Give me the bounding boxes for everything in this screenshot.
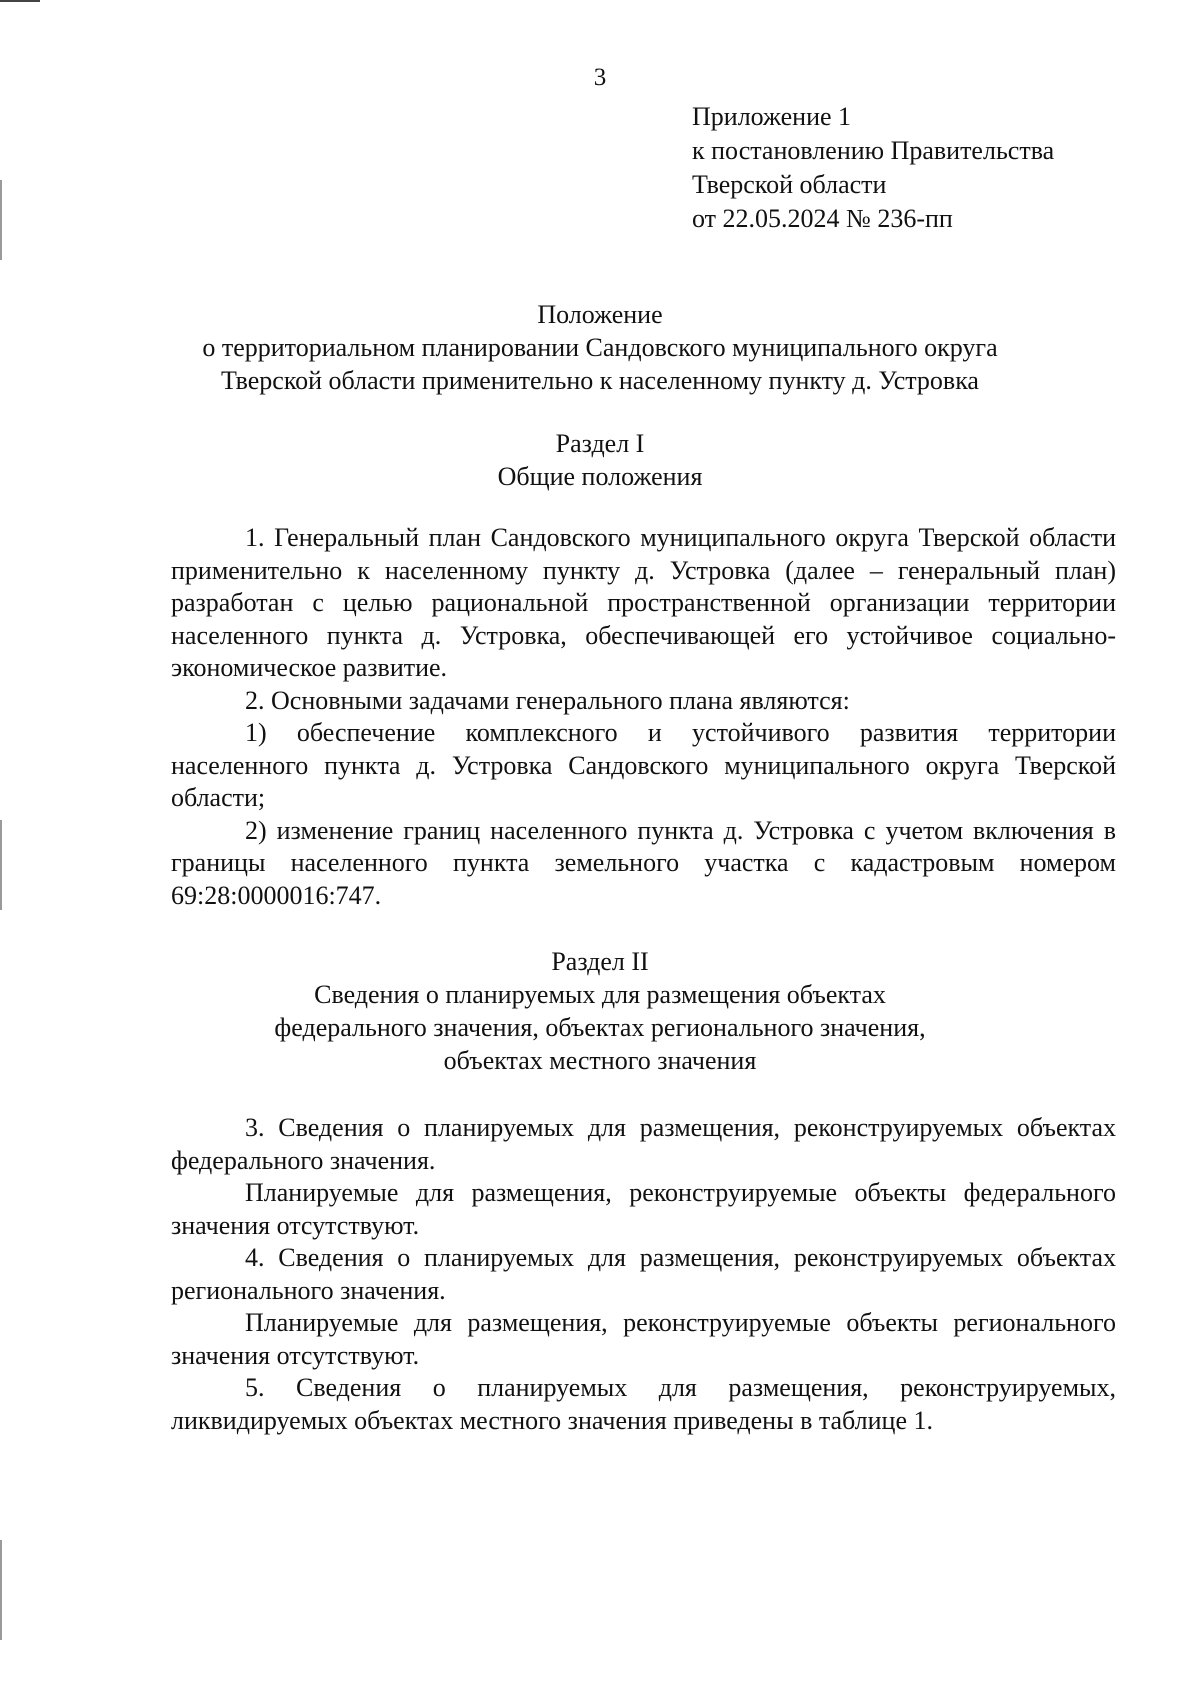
- section-number: Раздел II: [551, 947, 649, 976]
- section-title: Общие положения: [497, 462, 703, 491]
- paragraph: 5. Сведения о планируемых для размещения, реконструируемых, ликвидируемых объектах местного значения приведены в таблице 1.: [171, 1373, 1116, 1435]
- page-number: 3: [593, 64, 607, 91]
- title-line: Тверской области применительно к населенному пункту д. Устровка: [221, 366, 979, 395]
- paragraph: 3. Сведения о планируемых для размещения, реконструируемых объектах федерального значения.: [171, 1113, 1116, 1175]
- section-1-heading: [0, 427, 1200, 493]
- section-title: Сведения о планируемых для размещения объектах: [314, 980, 886, 1009]
- section-title: федерального значения, объектах регионального значения,: [274, 1013, 926, 1042]
- paragraph: Планируемые для размещения, реконструируемые объекты регионального значения отсутствуют.: [171, 1308, 1116, 1370]
- section-2-heading: [0, 945, 1200, 1077]
- scan-edge-mark: [0, 1540, 2, 1640]
- scan-corner-mark: [0, 0, 40, 2]
- title-line: о территориальном планировании Сандовского муниципального округа: [202, 333, 998, 362]
- appendix-line: Приложение 1: [692, 102, 852, 131]
- paragraph: 2. Основными задачами генерального плана являются:: [245, 685, 850, 715]
- document-title: [0, 298, 1200, 397]
- paragraph: 2) изменение границ населенного пункта д. Устровка с учетом включения в границы населенного пункта земельного участка с кадастровым номером 69:28:0000016:747.: [171, 815, 1116, 910]
- section-1-body: [171, 522, 1116, 912]
- paragraph: 1) обеспечение комплексного и устойчивого развития территории населенного пункта д. Устровка Сандовского муниципального округа Тверской области;: [171, 718, 1116, 812]
- section-2-body: [171, 1112, 1116, 1437]
- paragraph: 1. Генеральный план Сандовского муниципального округа Тверской области применительно к населенному пункту д. Устровка (далее – генеральный план) разработан с целью рациональной пространственной организации территории населенного пункта д. Устровка, обеспечивающей его устойчивое социально-экономическое развитие.: [171, 523, 1116, 682]
- section-title: объектах местного значения: [443, 1046, 757, 1075]
- scan-edge-mark: [0, 820, 2, 910]
- paragraph: 4. Сведения о планируемых для размещения, реконструируемых объектах регионального значения.: [171, 1243, 1116, 1305]
- appendix-line: Тверской области: [692, 170, 887, 199]
- scan-edge-mark: [0, 180, 2, 260]
- section-number: Раздел I: [555, 429, 645, 458]
- appendix-header: [692, 100, 1054, 236]
- paragraph: Планируемые для размещения, реконструируемые объекты федерального значения отсутствуют.: [171, 1178, 1116, 1240]
- title-line: Положение: [537, 300, 663, 329]
- appendix-line: от 22.05.2024 № 236-пп: [692, 204, 953, 233]
- appendix-line: к постановлению Правительства: [692, 136, 1055, 165]
